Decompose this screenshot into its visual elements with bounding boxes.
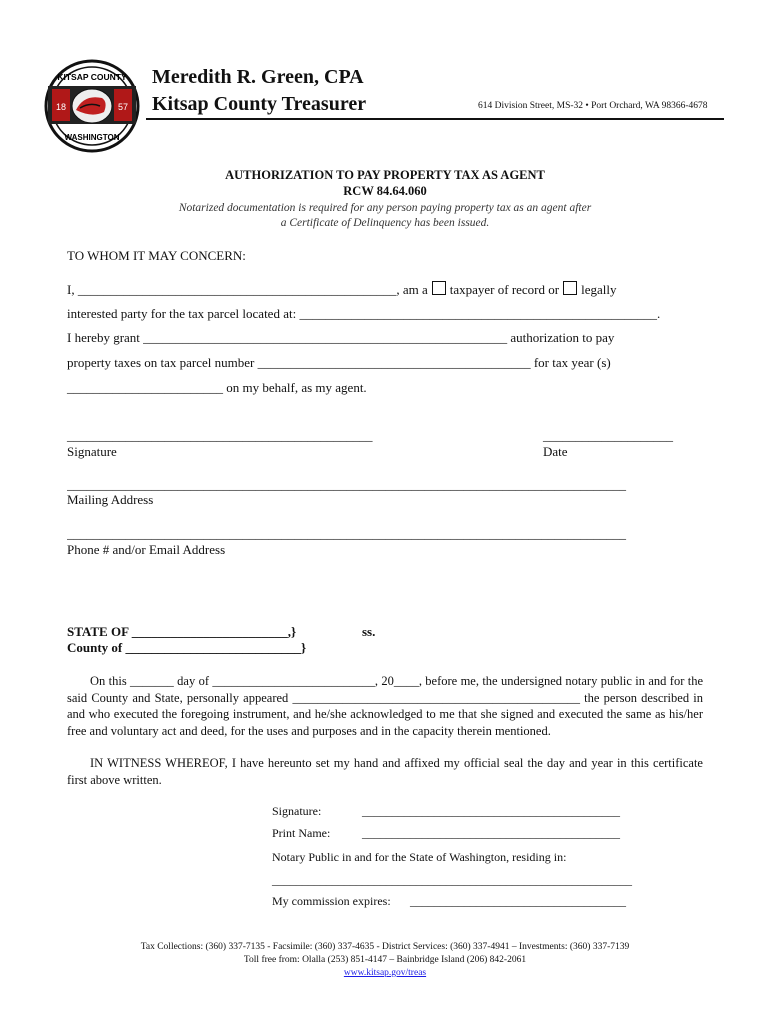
header-rule	[146, 118, 724, 120]
signature-label: Signature	[67, 444, 117, 459]
agent-name-field[interactable]: I hereby grant ________________________________________________________ authorization to pay	[67, 330, 615, 345]
commission-line[interactable]: ____________________________________	[410, 894, 626, 908]
commission-label: My commission expires:	[272, 894, 391, 908]
form-note-line1: Notarized documentation is required for any person paying property tax as an agent after	[178, 202, 592, 214]
form-rcw: RCW 84.64.060	[343, 184, 427, 198]
svg-text:KITSAP COUNTY: KITSAP COUNTY	[57, 72, 127, 82]
salutation: TO WHOM IT MAY CONCERN:	[67, 248, 246, 263]
notary-signature-line[interactable]: ___________________________________________	[362, 804, 620, 818]
tax-year-field[interactable]: ________________________ on my behalf, as my agent.	[67, 380, 367, 395]
grantor-name-field[interactable]: I, _________________________________________________, am a	[67, 282, 428, 297]
notary-acknowledgement-paragraph: On this _______ day of __________________________, 20____, before me, the undersigned notary public in and for the said County and State, personally appeared ______________________________________________ the person described in and who executed the foregoing instrument, and he/she acknowledged to me that she signed and executed the same as his/her free and voluntary act and deed, for the uses and purposes and in the capacity therein mentioned.	[67, 674, 703, 738]
footer-phones: Tax Collections: (360) 337-7135 - Facsimile: (360) 337-4635 - District Services: (360) 337-4941 – Investments: (360) 337-7139	[140, 942, 630, 952]
date-line[interactable]: ____________________	[543, 428, 673, 443]
mailing-address-label: Mailing Address	[67, 492, 154, 507]
residing-label: Notary Public in and for the State of Washington, residing in:	[272, 850, 567, 864]
parcel-number-field[interactable]: property taxes on tax parcel number __________________________________________ for tax year (s)	[67, 355, 611, 370]
treasurer-name: Meredith R. Green, CPA	[152, 66, 364, 88]
print-name-line[interactable]: ___________________________________________	[362, 826, 620, 840]
footer-tollfree: Toll free from: Olalla (253) 851-4147 – Bainbridge Island (206) 842-2061	[243, 955, 527, 965]
legally-interested-checkbox[interactable]	[563, 281, 577, 295]
svg-text:57: 57	[117, 102, 129, 112]
office-address: 614 Division Street, MS-32 • Port Orchard, WA 98366-4678	[478, 101, 708, 111]
residing-line[interactable]: ____________________________________________________________	[272, 873, 632, 887]
website-link[interactable]: www.kitsap.gov/treas	[343, 968, 427, 978]
phone-email-label: Phone # and/or Email Address	[67, 542, 226, 557]
witness-paragraph: IN WITNESS WHEREOF, I have hereunto set my hand and affixed my official seal the day and year in this certificate first above written.	[67, 756, 703, 787]
taxpayer-of-record-checkbox[interactable]	[432, 281, 446, 295]
svg-text:WASHINGTON: WASHINGTON	[64, 133, 120, 142]
print-name-label: Print Name:	[272, 826, 331, 840]
ss-label: ss.	[362, 624, 376, 639]
phone-email-line[interactable]: ______________________________________________________________________________________	[67, 526, 626, 541]
date-label: Date	[543, 444, 568, 459]
county-of-field[interactable]: County of ___________________________}	[67, 640, 307, 655]
taxpayer-label: taxpayer of record or	[449, 282, 560, 297]
state-of-field[interactable]: STATE OF ________________________,}	[67, 624, 297, 639]
svg-text:18: 18	[55, 102, 67, 112]
authorization-line1	[67, 281, 616, 298]
form-note-line2: a Certificate of Delinquency has been issued.	[280, 217, 490, 229]
form-title: AUTHORIZATION TO PAY PROPERTY TAX AS AGENT	[225, 168, 545, 182]
parcel-location-field[interactable]: interested party for the tax parcel located at: _______________________________________________________.	[67, 306, 661, 321]
office-title: Kitsap County Treasurer	[152, 93, 367, 115]
signature-line[interactable]: _______________________________________________	[67, 428, 373, 443]
mailing-address-line[interactable]: ______________________________________________________________________________________	[67, 477, 626, 492]
legally-label: legally	[581, 282, 617, 297]
county-seal-logo	[44, 58, 140, 154]
notary-signature-label: Signature:	[272, 804, 322, 818]
